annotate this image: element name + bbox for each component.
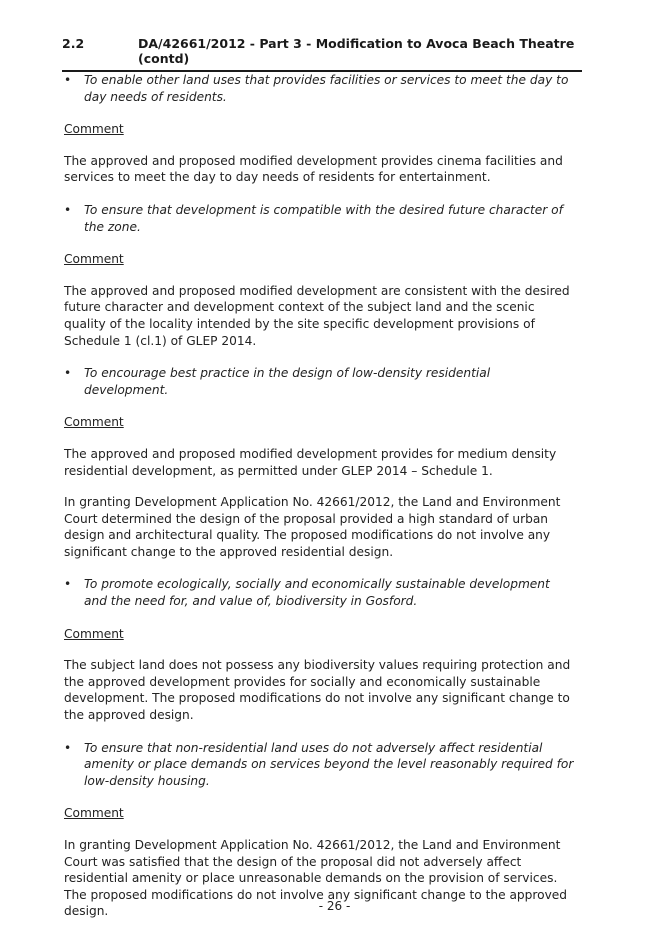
objective-bullet xyxy=(64,202,576,235)
comment-heading: Comment xyxy=(64,806,124,821)
bullet-icon: • xyxy=(64,740,72,755)
comment-paragraph: In granting Development Application No. 42661/2012, the Land and Environment Court determined the design of the proposal provided a high standard of urban design and architectural quality. The proposed modifications do not involve any significant change to the approved residential design. xyxy=(64,495,561,559)
header-title: DA/42661/2012 - Part 3 - Modification to Avoca Beach Theatre (contd) xyxy=(138,36,575,66)
objective-bullet xyxy=(64,576,576,609)
objective-text: To encourage best practice in the design of low-density residential development. xyxy=(84,366,491,397)
objective-text: To ensure that development is compatible with the desired future character of the zone. xyxy=(84,202,563,234)
comment-paragraph: The approved and proposed modified development provides for medium density residential development, as permitted under GLEP 2014 – Schedule 1. xyxy=(64,446,557,478)
bullet-icon: • xyxy=(64,577,72,592)
comment-paragraph: The approved and proposed modified development are consistent with the desired future character and development context of the subject land and the scenic quality of the locality intended by the site specific development provisions of Schedule 1 (cl.1) of GLEP 2014. xyxy=(64,283,570,348)
comment-heading: Comment xyxy=(64,252,124,267)
comment-paragraph: In granting Development Application No. 42661/2012, the Land and Environment Court was satisfied that the design of the proposal did not adversely affect residential amenity or place unreasonable demands on the provision of services. The proposed modifications do not involve any significant change to the approved design. xyxy=(64,838,568,919)
objective-text: To promote ecologically, socially and economically sustainable development and the need for, and value of, biodiversity in Gosford. xyxy=(84,577,550,609)
page-number: - 26 - xyxy=(318,899,351,913)
objective-text: To enable other land uses that provides facilities or services to meet the day to day needs of residents. xyxy=(84,73,569,104)
comment-heading: Comment xyxy=(64,415,124,430)
comment-paragraph: The subject land does not possess any biodiversity values requiring protection and the approved development provides for socially and economically sustainable development. The proposed modifications do not involve any significant change to the approved design. xyxy=(64,658,571,723)
bullet-icon: • xyxy=(64,73,72,87)
objective-bullet xyxy=(64,740,576,790)
comment-paragraph: The approved and proposed modified development provides cinema facilities and services to meet the day to day needs of residents for entertainment. xyxy=(64,153,563,185)
section-number: 2.2 xyxy=(62,36,85,51)
objective-bullet xyxy=(64,72,576,105)
comment-heading: Comment xyxy=(64,626,124,641)
comment-heading: Comment xyxy=(64,122,124,137)
page-header xyxy=(62,36,582,72)
bullet-icon: • xyxy=(64,366,72,381)
objective-text: To ensure that non-residential land uses do not adversely affect residential amenity or place demands on services beyond the level reasonably required for low-density housing. xyxy=(84,740,574,788)
document-body xyxy=(64,70,576,920)
bullet-icon: • xyxy=(64,202,72,217)
objective-bullet xyxy=(64,365,576,398)
